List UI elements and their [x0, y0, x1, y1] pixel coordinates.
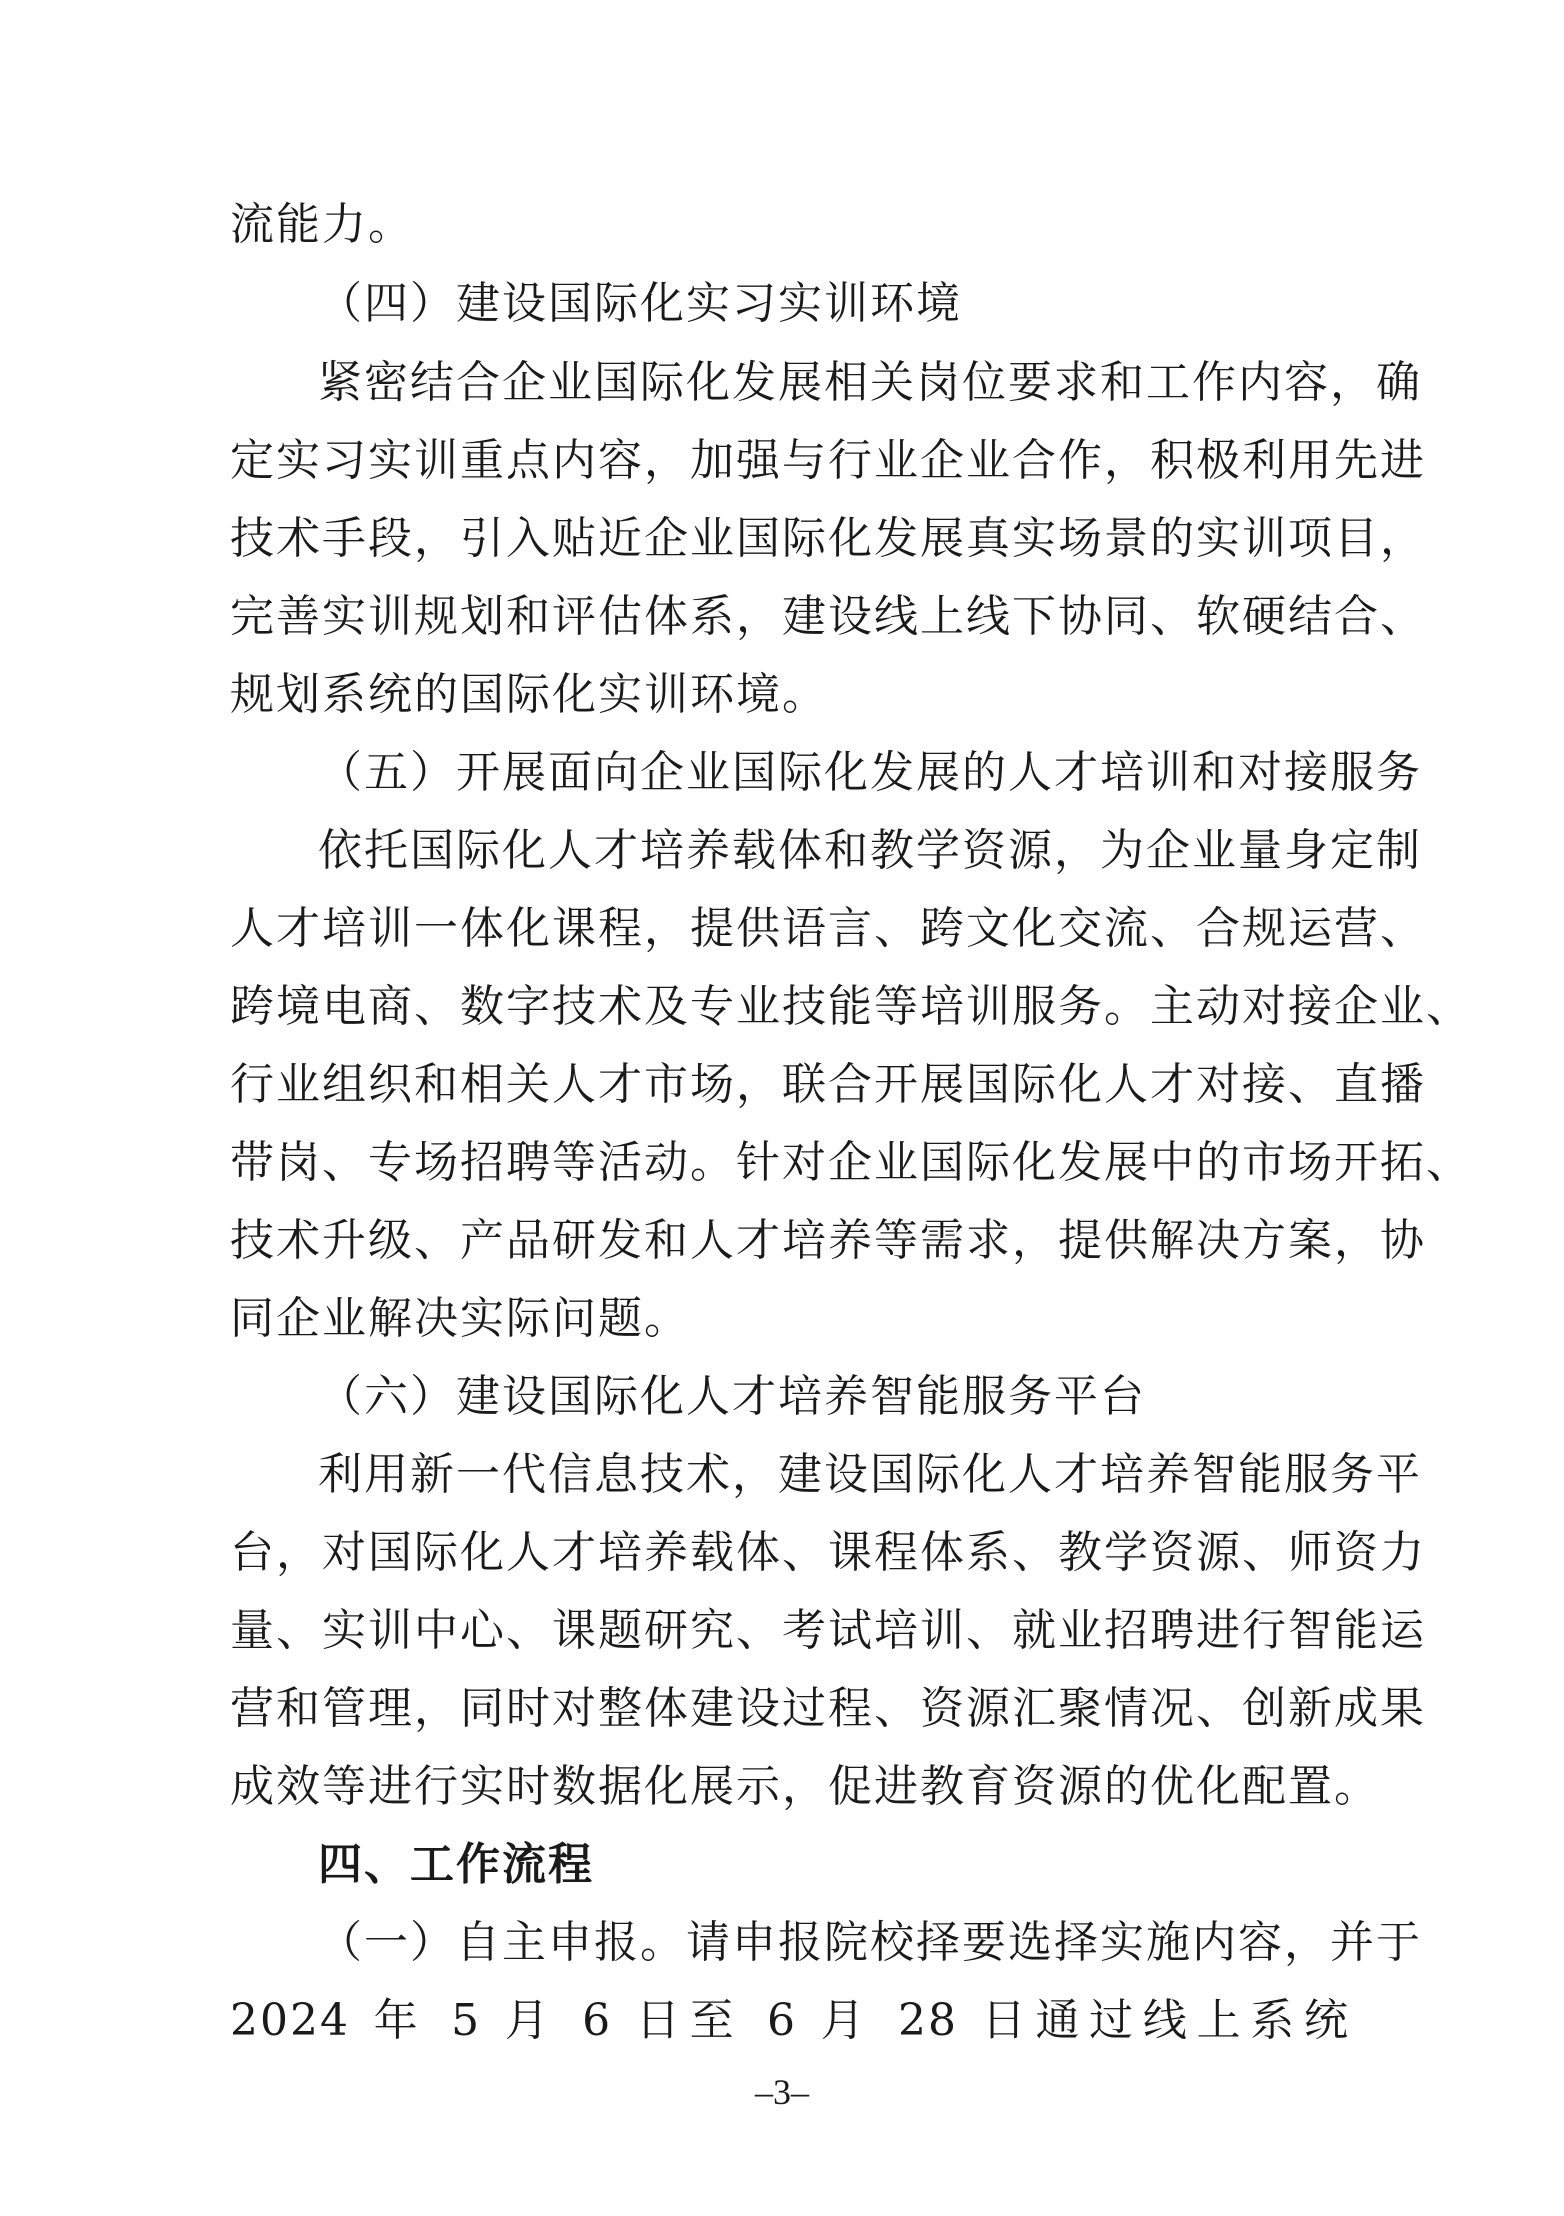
paragraph-line: 跨境电商、数字技术及专业技能等培训服务。主动对接企业、	[230, 981, 1472, 1032]
chapter-heading: 四、工作流程	[318, 1839, 594, 1890]
section-heading-6: （六）建设国际化人才培养智能服务平台	[318, 1371, 1146, 1422]
paragraph-line: 成效等进行实时数据化展示，促进教育资源的优化配置。	[230, 1761, 1380, 1812]
paragraph-line: 依托国际化人才培养载体和教学资源，为企业量身定制	[318, 825, 1422, 876]
paragraph-line: 技术升级、产品研发和人才培养等需求，提供解决方案，协	[230, 1215, 1426, 1266]
paragraph-line: 营和管理，同时对整体建设过程、资源汇聚情况、创新成果	[230, 1683, 1426, 1734]
paragraph-line: 行业组织和相关人才市场，联合开展国际化人才对接、直播	[230, 1059, 1426, 1110]
paragraph-line: 定实习实训重点内容，加强与行业企业合作，积极利用先进	[230, 435, 1426, 486]
paragraph-line: 带岗、专场招聘等活动。针对企业国际化发展中的市场开拓、	[230, 1137, 1472, 1188]
paragraph-line: 量、实训中心、课题研究、考试培训、就业招聘进行智能运	[230, 1605, 1426, 1656]
paragraph-line: 台，对国际化人才培养载体、课程体系、教学资源、师资力	[230, 1527, 1426, 1578]
paragraph-line: 紧密结合企业国际化发展相关岗位要求和工作内容，确	[318, 357, 1422, 408]
section-heading-4: （四）建设国际化实习实训环境	[318, 278, 962, 329]
paragraph-line: 人才培训一体化课程，提供语言、跨文化交流、合规运营、	[230, 903, 1426, 954]
paragraph-line: 完善实训规划和评估体系，建设线上线下协同、软硬结合、	[230, 591, 1426, 642]
paragraph-line: 同企业解决实际问题。	[230, 1293, 690, 1344]
paragraph-line: 技术手段，引入贴近企业国际化发展真实场景的实训项目，	[230, 513, 1426, 564]
section-heading-5: （五）开展面向企业国际化发展的人才培训和对接服务	[318, 747, 1422, 798]
paragraph-line: 流能力。	[230, 199, 414, 250]
paragraph-line: 利用新一代信息技术，建设国际化人才培养智能服务平	[318, 1449, 1422, 1500]
paragraph-line: （一）自主申报。请申报院校择要选择实施内容，并于	[318, 1917, 1422, 1968]
page-number: –3–	[755, 2072, 809, 2112]
paragraph-line: 规划系统的国际化实训环境。	[230, 669, 828, 720]
paragraph-line: 2024 年 5 月 6 日至 6 月 28 日通过线上系统	[230, 1995, 1350, 2046]
